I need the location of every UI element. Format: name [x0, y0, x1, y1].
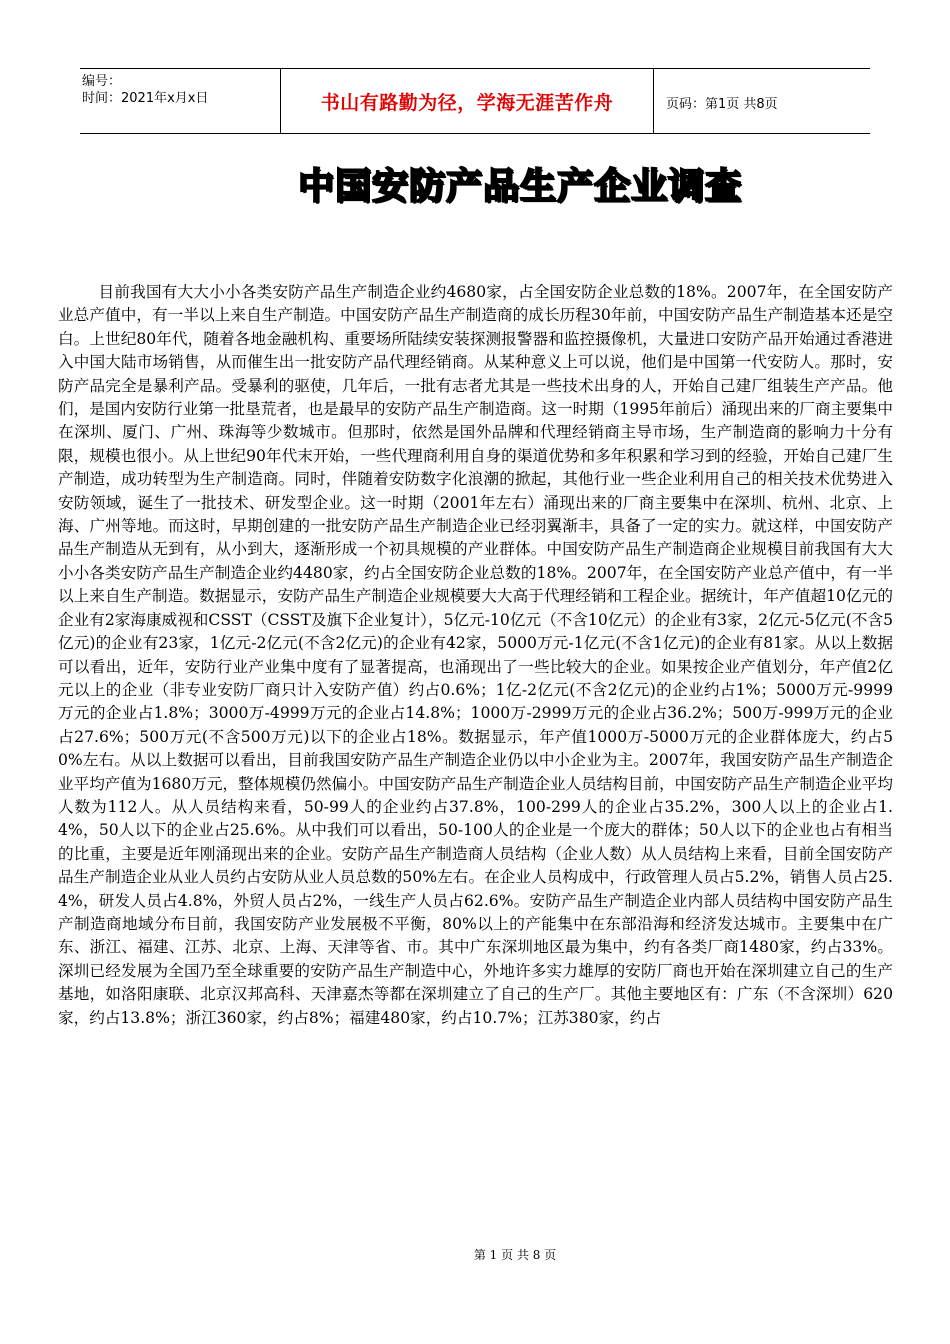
- document-title: 中国安防产品生产企业调查: [297, 166, 742, 207]
- header-motto: 书山有路勤为径，学海无涯苦作舟: [320, 91, 614, 114]
- document-number-label: 编号：: [82, 74, 122, 89]
- header-motto-box: [280, 69, 654, 133]
- page-header: [80, 68, 870, 134]
- page-footer: 第 1 页 共 8 页: [473, 1248, 557, 1262]
- document-body: 目前我国有大大小小各类安防产品生产制造企业约4680家，占全国安防企业总数的18%。2007年，在全国安防产业总产值中，有一半以上来自生产制造。中国安防产品生产制造商的成长历程30年前，中国安防产品生产制造基本还是空白。上世纪80年代，随着各地金融机构、重要场所陆续安装探测报警器和监控摄像机，大量进口安防产品开始通过香港进入中国大陆市场销售，从而催生出一批安防产品代理经销商。从某种意义上可以说，他们是中国第一代安防人。那时，安防产品完全是暴利产品。受暴利的驱使，几年后，一批有志者尤其是一些技术出身的人，开始自己建厂组装生产产品。他们，是国内安防行业第一批垦荒者，也是最早的安防产品生产制造商。这一时期（1995年前后）涌现出来的厂商主要集中在深圳、厦门、广州、珠海等少数城市。但那时，依然是国外品牌和代理经销商主导市场，生产制造商的影响力十分有限，规模也很小。从上世纪90年代末开始，一些代理商利用自身的渠道优势和多年积累和学习到的经验，开始自己建厂生产制造，成功转型为生产制造商。同时，伴随着安防数字化浪潮的掀起，其他行业一些企业利用自己的相关技术优势进入安防领域，诞生了一批技术、研发型企业。这一时期（2001年左右）涌现出来的厂商主要集中在深圳、杭州、北京、上海、广州等地。而这时，早期创建的一批安防产品生产制造企业已经羽翼渐丰，具备了一定的实力。就这样，中国安防产品生产制造从无到有，从小到大，逐渐形成一个初具规模的产业群体。中国安防产品生产制造商企业规模目前我国有大大小小各类安防产品生产制造企业约4480家，约占全国安防企业总数的18%。2007年，在全国安防产业总产值中，有一半以上来自生产制造。数据显示，安防产品生产制造企业规模要大大高于代理经销和工程企业。据统计，年产值超10亿元的企业有2家海康威视和CSST（CSST及旗下企业复计），5亿元-10亿元（不含10亿元）的企业有3家，2亿元-5亿元(不含5亿元)的企业有23家，1亿元-2亿元(不含2亿元)的企业有42家，5000万元-1亿元(不含1亿元)的企业有81家。从以上数据可以看出，近年，安防行业产业集中度有了显著提高，也涌现出了一些比较大的企业。如果按企业产值划分，年产值2亿元以上的企业（非专业安防厂商只计入安防产值）约占0.6%；1亿-2亿元(不含2亿元)的企业约占1%；5000万元-9999万元的企业占1.8%；3000万-4999万元的企业占14.8%；1000万-2999万元的企业占36.2%；500万-999万元的企业占27.6%；500万元(不含500万元)以下的企业占18%。数据显示，年产值1000万-5000万元的企业群体庞大，约占50%左右。从以上数据可以看出，目前我国安防产品生产制造企业仍以中小企业为主。2007年，我国安防产品生产制造企业平均产值为1680万元，整体规模仍然偏小。中国安防产品生产制造企业人员结构目前，中国安防产品生产制造企业平均人数为112人。从人员结构来看，50-99人的企业约占37.8%，100-299人的企业占35.2%，300人以上的企业占1.4%，50人以下的企业占25.6%。从中我们可以看出，50-100人的企业是一个庞大的群体；50人以下的企业也占有相当的比重，主要是近年刚涌现出来的企业。安防产品生产制造商人员结构（企业人数）从人员结构上来看，目前全国安防产品生产制造企业从业人员约占安防从业人员总数的50%左右。在企业人员构成中，行政管理人员占5.2%，销售人员占25.4%，研发人员占4.8%，外贸人员占2%，一线生产人员占62.6%。安防产品生产制造企业内部人员结构中国安防产品生产制造商地域分布目前，我国安防产业发展极不平衡，80%以上的产能集中在东部沿海和经济发达城市。主要集中在广东、浙江、福建、江苏、北京、上海、天津等省、市。其中广东深圳地区最为集中，约有各类厂商1480家，约占33%。深圳已经发展为全国乃至全球重要的安防产品生产制造中心，外地许多实力雄厚的安防厂商也开始在深圳建立自己的生产基地，如洛阳康联、北京汉邦高科、天津嘉杰等都在深圳建立了自己的生产厂。其他主要地区有：广东（不含深圳）620家，约占13.8%；浙江360家，约占8%；福建480家，约占10.7%；江苏380家，约占: [58, 283, 893, 1027]
- header-meta: [82, 73, 280, 107]
- header-page-label: 页码：第1页 共8页: [666, 97, 778, 112]
- document-date-label: 时间：2021年x月x日: [82, 91, 209, 106]
